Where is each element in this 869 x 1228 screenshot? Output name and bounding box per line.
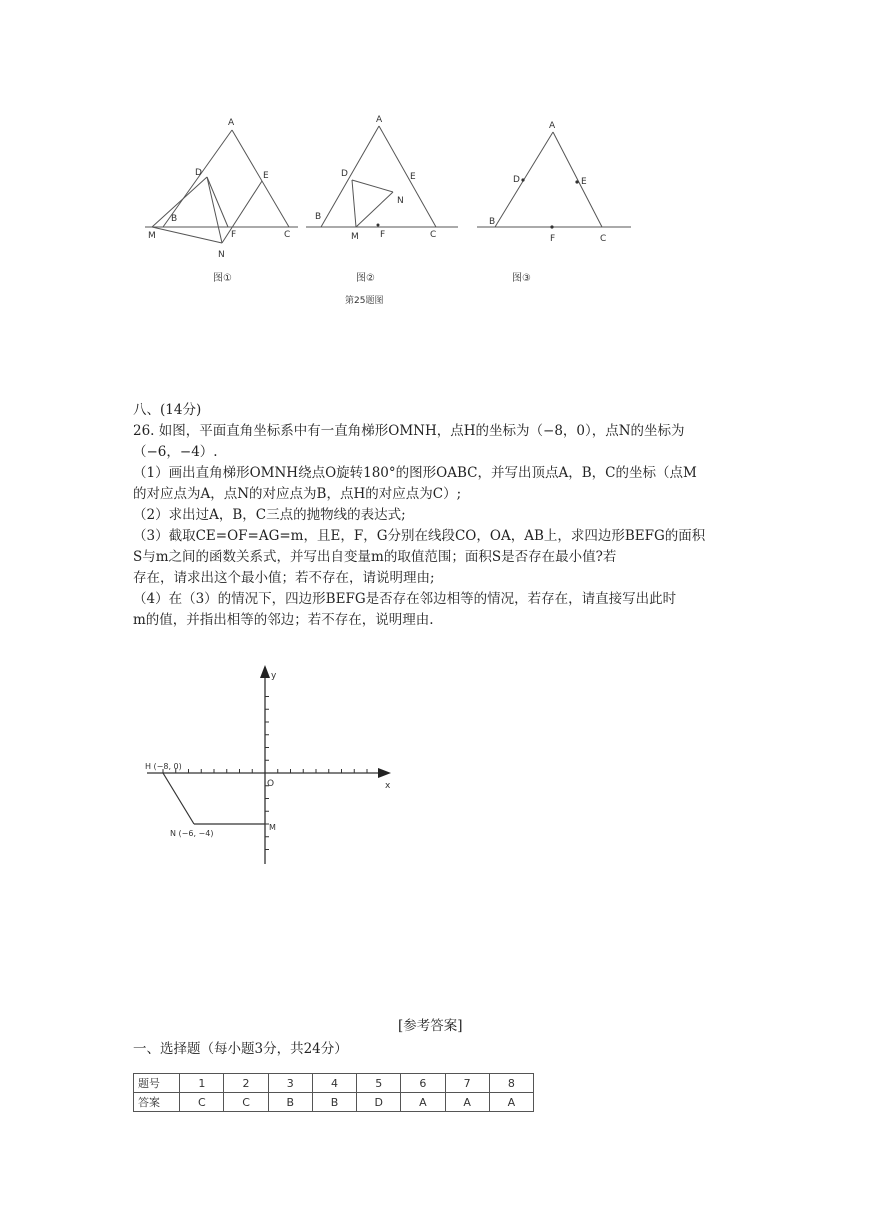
- fig1-label-M: M: [148, 231, 156, 241]
- answers-section-heading: 一、选择题（每小题3分，共24分）: [133, 1041, 348, 1057]
- table-row: [134, 1093, 534, 1112]
- answer-value: A: [489, 1093, 533, 1112]
- point-H-label: H (−8, 0): [145, 762, 182, 771]
- question-number: 4: [312, 1074, 356, 1093]
- problem-line: （2）求出过A，B，C三点的抛物线的表达式;: [133, 507, 406, 523]
- table-row: [134, 1074, 534, 1093]
- answer-value: D: [357, 1093, 401, 1112]
- fig3-caption: 图③: [512, 273, 531, 284]
- fig1-label-B: B: [171, 214, 178, 224]
- fig3-point-D: [521, 178, 524, 181]
- fig1-label-D: D: [195, 168, 202, 178]
- question-number: 6: [401, 1074, 445, 1093]
- fig2-label-A: A: [376, 115, 383, 125]
- coordinate-plot: [130, 660, 410, 870]
- problem-line: （−6，−4）.: [133, 444, 218, 460]
- origin-label: O: [267, 779, 275, 789]
- problem-26-text: [133, 421, 705, 631]
- fig3-point-E: [575, 180, 578, 183]
- answers-table: [133, 1073, 534, 1112]
- answer-value: A: [401, 1093, 445, 1112]
- row-label-number: 题号: [134, 1074, 180, 1093]
- figure-3: [477, 132, 631, 227]
- fig1-label-N: N: [218, 250, 225, 260]
- question-number: 3: [268, 1074, 312, 1093]
- fig3-label-C: C: [600, 234, 607, 244]
- section-8-heading: 八、(14分): [133, 402, 202, 418]
- answer-value: B: [312, 1093, 356, 1112]
- y-axis-arrow: [260, 665, 270, 678]
- problem-line: 的对应点为A，点N的对应点为B，点H的对应点为C）;: [133, 486, 462, 502]
- fig1-label-C: C: [284, 230, 291, 240]
- point-M-label: M: [269, 823, 276, 832]
- answers-title: [参考答案]: [398, 1018, 463, 1034]
- answer-value: C: [180, 1093, 224, 1112]
- answer-value: A: [445, 1093, 489, 1112]
- x-axis-arrow: [378, 768, 391, 778]
- answer-value: C: [224, 1093, 268, 1112]
- figure-25-diagrams: [0, 100, 869, 310]
- question-number: 8: [489, 1074, 533, 1093]
- question-number: 5: [357, 1074, 401, 1093]
- problem-line: （4）在（3）的情况下，四边形BEFG是否存在邻边相等的情况，若存在，请直接写出此时: [133, 591, 677, 607]
- fig1-label-A: A: [228, 118, 235, 128]
- fig2-point-F: [377, 224, 380, 227]
- fig3-label-D: D: [513, 175, 520, 185]
- fig2-caption: 图②: [356, 273, 375, 284]
- fig3-label-F: F: [550, 234, 556, 244]
- figure-1: [145, 130, 298, 243]
- problem-line: （1）画出直角梯形OMNH绕点O旋转180°的图形OABC，并写出顶点A，B，C的坐标（点M: [133, 465, 697, 481]
- fig2-label-M: M: [351, 232, 359, 242]
- fig2-label-F: F: [380, 230, 386, 240]
- problem-line: 26. 如图，平面直角坐标系中有一直角梯形OMNH，点H的坐标为（−8，0），点N的坐标为: [133, 423, 685, 439]
- fig1-caption: 图①: [213, 273, 232, 284]
- x-axis-label: x: [385, 781, 391, 791]
- y-axis-label: y: [271, 671, 277, 681]
- figure-2: [306, 126, 458, 227]
- fig2-label-E: E: [410, 172, 416, 182]
- fig1-label-F: F: [231, 230, 237, 240]
- point-N-label: N (−6, −4): [170, 829, 214, 838]
- problem-line: 存在，请求出这个最小值；若不存在，请说明理由;: [133, 570, 435, 586]
- answer-value: B: [268, 1093, 312, 1112]
- fig2-label-N: N: [397, 196, 404, 206]
- fig3-label-B: B: [489, 217, 496, 227]
- segment-HN: [163, 773, 194, 824]
- question-number: 2: [224, 1074, 268, 1093]
- question-number: 7: [445, 1074, 489, 1093]
- row-label-answer: 答案: [134, 1093, 180, 1112]
- fig2-label-C: C: [430, 230, 437, 240]
- problem-line: （3）截取CE=OF=AG=m，且E，F，G分别在线段CO，OA，AB上，求四边形BEFG的面积: [133, 528, 706, 544]
- fig3-point-F: [550, 225, 553, 228]
- problem-line: m的值，并指出相等的邻边；若不存在，说明理由.: [133, 612, 434, 628]
- problem-line: S与m之间的函数关系式，并写出自变量m的取值范围；面积S是否存在最小值?若: [133, 549, 617, 565]
- question-number: 1: [180, 1074, 224, 1093]
- fig3-label-A: A: [549, 121, 556, 131]
- fig2-label-B: B: [315, 212, 322, 222]
- fig2-label-D: D: [341, 169, 348, 179]
- fig1-label-E: E: [263, 171, 269, 181]
- fig3-label-E: E: [581, 177, 587, 187]
- figures-title: 第25题图: [345, 296, 384, 306]
